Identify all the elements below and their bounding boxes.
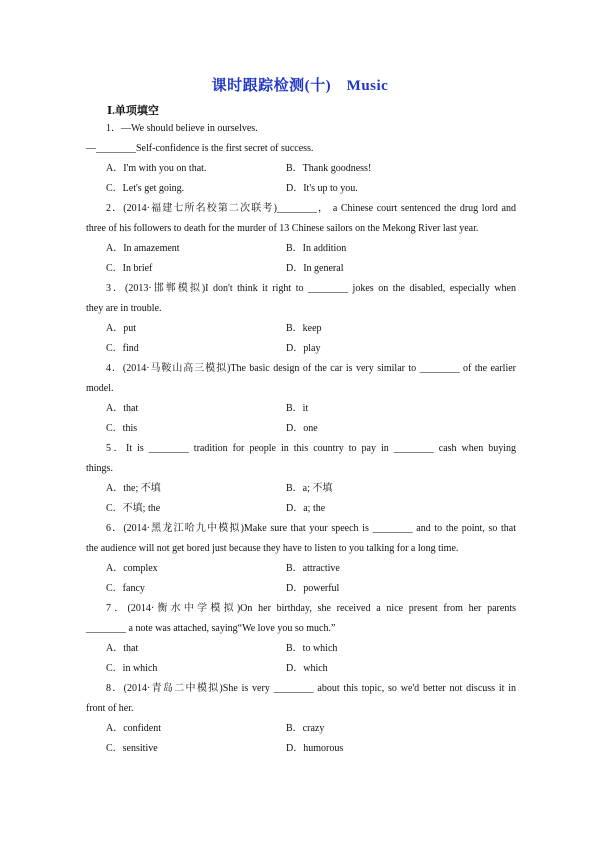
option-d: D．play [286, 343, 321, 354]
option-c: C．in which [106, 663, 158, 674]
option-a: A．confident [106, 723, 161, 734]
option-b: B．attractive [286, 563, 340, 574]
option-d: D．humorous [286, 743, 344, 754]
option-d: D．which [286, 663, 328, 674]
option-a: A．that [106, 403, 139, 414]
option-b: B．crazy [286, 723, 325, 734]
option-a: A．that [106, 643, 139, 654]
option-c: C．Let's get going. [106, 183, 185, 194]
question-3 [86, 279, 516, 359]
question-stem: —________Self-confidence is the first secret of success. [86, 143, 314, 154]
option-d: D．a; the [286, 503, 326, 514]
question-stem: things. [86, 463, 113, 474]
question-stem: 6．(2014·黑龙江哈九中模拟)Make sure that your speech is ________ and to the point, so that [106, 523, 516, 534]
question-stem: 1．—We should believe in ourselves. [106, 123, 258, 134]
question-6 [86, 519, 516, 599]
question-stem: 2．(2014·福建七所名校第二次联考)________， a Chinese court sentenced the drug lord and [106, 203, 516, 214]
question-5 [86, 439, 516, 519]
option-c: C．fancy [106, 583, 145, 594]
option-a: A．the; 不填 [106, 483, 161, 494]
question-stem: 4．(2014·马鞍山高三模拟)The basic design of the car is very similar to ________ of the earlier [106, 363, 516, 374]
option-d: D．It's up to you. [286, 183, 358, 194]
option-c: C．不填; the [106, 503, 161, 514]
question-stem: the audience will not get bored just because they have to listen to you talking for a long time. [86, 543, 459, 554]
question-2 [86, 199, 516, 279]
question-1 [86, 119, 516, 199]
question-stem: ________ a note was attached, saying“We love you so much.” [86, 623, 336, 634]
option-a: A．I'm with you on that. [106, 163, 207, 174]
option-b: B．a; 不填 [286, 483, 333, 494]
option-a: A．In amazement [106, 243, 180, 254]
question-4 [86, 359, 516, 439]
option-d: D．In general [286, 263, 344, 274]
option-c: C．In brief [106, 263, 153, 274]
question-stem: front of her. [86, 703, 134, 714]
option-d: D．one [286, 423, 318, 434]
page-title: 课时跟踪检测(十) Music [211, 78, 389, 94]
option-c: C．sensitive [106, 743, 158, 754]
option-d: D．powerful [286, 583, 340, 594]
question-7 [86, 599, 516, 679]
question-stem: 7．(2014·衡水中学模拟)On her birthday, she received a nice present from her parents [106, 603, 516, 614]
question-stem: three of his followers to death for the murder of 13 Chinese sailors on the Mekong River last year. [86, 223, 479, 234]
question-stem: 5．It is ________ tradition for people in this country to pay in ________ cash when buying [106, 443, 516, 454]
option-b: B．it [286, 403, 309, 414]
question-list [86, 119, 516, 759]
question-8 [86, 679, 516, 759]
question-stem: 8．(2014·青岛二中模拟)She is very ________ about this topic, so we'd better not discuss it in [106, 683, 516, 694]
option-c: C．this [106, 423, 138, 434]
option-a: A．complex [106, 563, 158, 574]
option-b: B．to which [286, 643, 338, 654]
option-b: B．keep [286, 323, 322, 334]
question-stem: model. [86, 383, 114, 394]
question-stem: 3．(2013·邯郸模拟)I don't think it right to ________ jokes on the disabled, especially when [106, 283, 516, 294]
section-heading: Ⅰ.单项填空 [107, 105, 159, 117]
question-stem: they are in trouble. [86, 303, 162, 314]
option-b: B．Thank goodness! [286, 163, 372, 174]
option-a: A．put [106, 323, 136, 334]
option-b: B．In addition [286, 243, 347, 254]
option-c: C．find [106, 343, 139, 354]
